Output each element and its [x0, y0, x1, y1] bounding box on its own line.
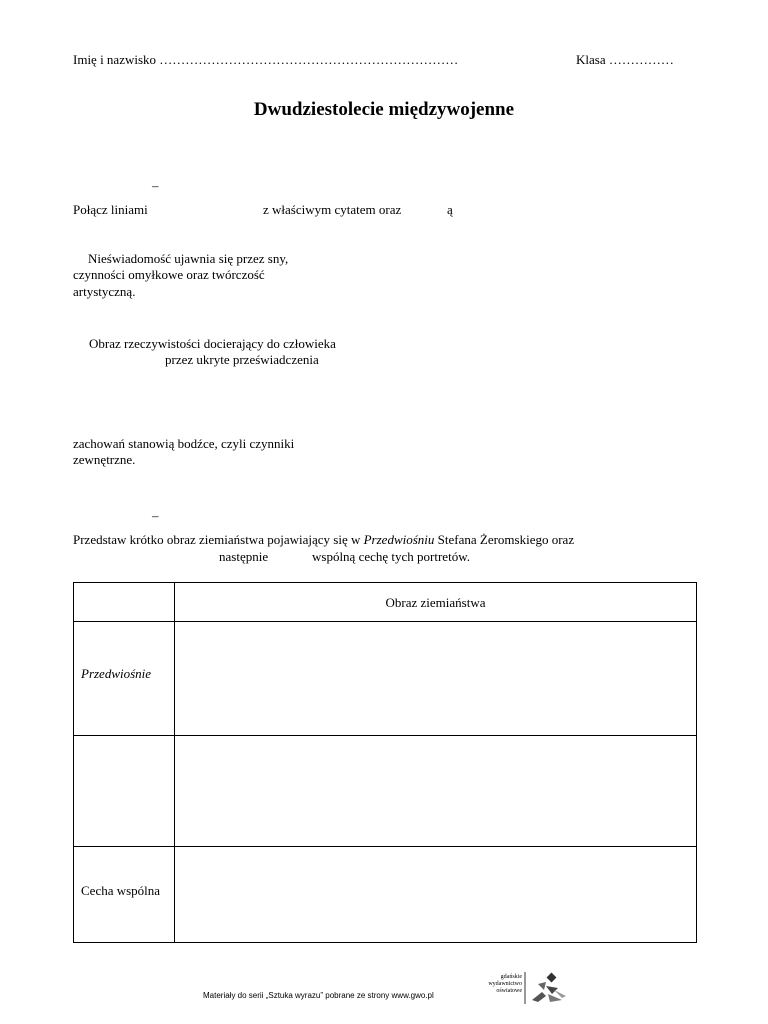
task2-line1	[73, 532, 574, 548]
footer-text: Materiały do serii „Sztuka wyrazu” pobrane ze strony www.gwo.pl	[203, 991, 434, 1000]
page-title: Dwudziestolecie międzywojenne	[253, 99, 515, 120]
answer-table	[73, 582, 697, 943]
task1-instruction-a: Połącz liniami	[73, 202, 148, 217]
publisher-logo-text	[478, 974, 522, 995]
task1-instruction-c: ą	[447, 202, 453, 217]
task2-dash: –	[152, 508, 159, 523]
task2-line1-title: Przedwiośniu	[363, 532, 435, 547]
quote2-line2: przez ukryte przeświadczenia	[165, 352, 319, 367]
task2-line1-c: Stefana Żeromskiego oraz	[437, 532, 575, 547]
table-header: Obraz ziemiaństwa	[385, 595, 486, 610]
logo-line-1: gdańskie	[500, 974, 522, 980]
quote1-line2: czynności omyłkowe oraz twórczość	[73, 267, 265, 282]
quote3-line2: zewnętrzne.	[73, 452, 136, 467]
task2-line2-b: wspólną cechę tych portretów.	[312, 549, 470, 564]
quote1-line3: artystyczną.	[73, 284, 136, 299]
class-field-label: Klasa ……………	[576, 52, 674, 67]
quote2-line1: Obraz rzeczywistości docierający do człowieka	[89, 336, 336, 351]
logo-line-3: oświatowe	[496, 988, 522, 994]
quote3-line1: zachowań stanowią bodźce, czyli czynniki	[73, 436, 295, 451]
task2-line2-a: następnie	[219, 549, 269, 564]
answer-cell-przedwiosnie[interactable]	[175, 622, 696, 735]
task2-line1-a: Przedstaw krótko obraz ziemiaństwa pojawiający się w	[73, 532, 361, 547]
table-row-label-cecha-wspolna: Cecha wspólna	[81, 883, 161, 898]
answer-cell-second[interactable]	[175, 736, 696, 846]
table-row-label-przedwiosnie: Przedwiośnie	[81, 666, 152, 681]
task1-dash: –	[152, 178, 159, 193]
name-field-label: Imię i nazwisko ……………………………………………………………	[73, 52, 459, 67]
quote1-line1: Nieświadomość ujawnia się przez sny,	[88, 251, 289, 266]
answer-cell-cecha-wspolna[interactable]	[175, 847, 696, 942]
task1-instruction-b: z właściwym cytatem oraz	[263, 202, 402, 217]
logo-line-2: wydawnictwo	[488, 981, 522, 987]
gwo-logo-icon	[524, 970, 568, 1006]
